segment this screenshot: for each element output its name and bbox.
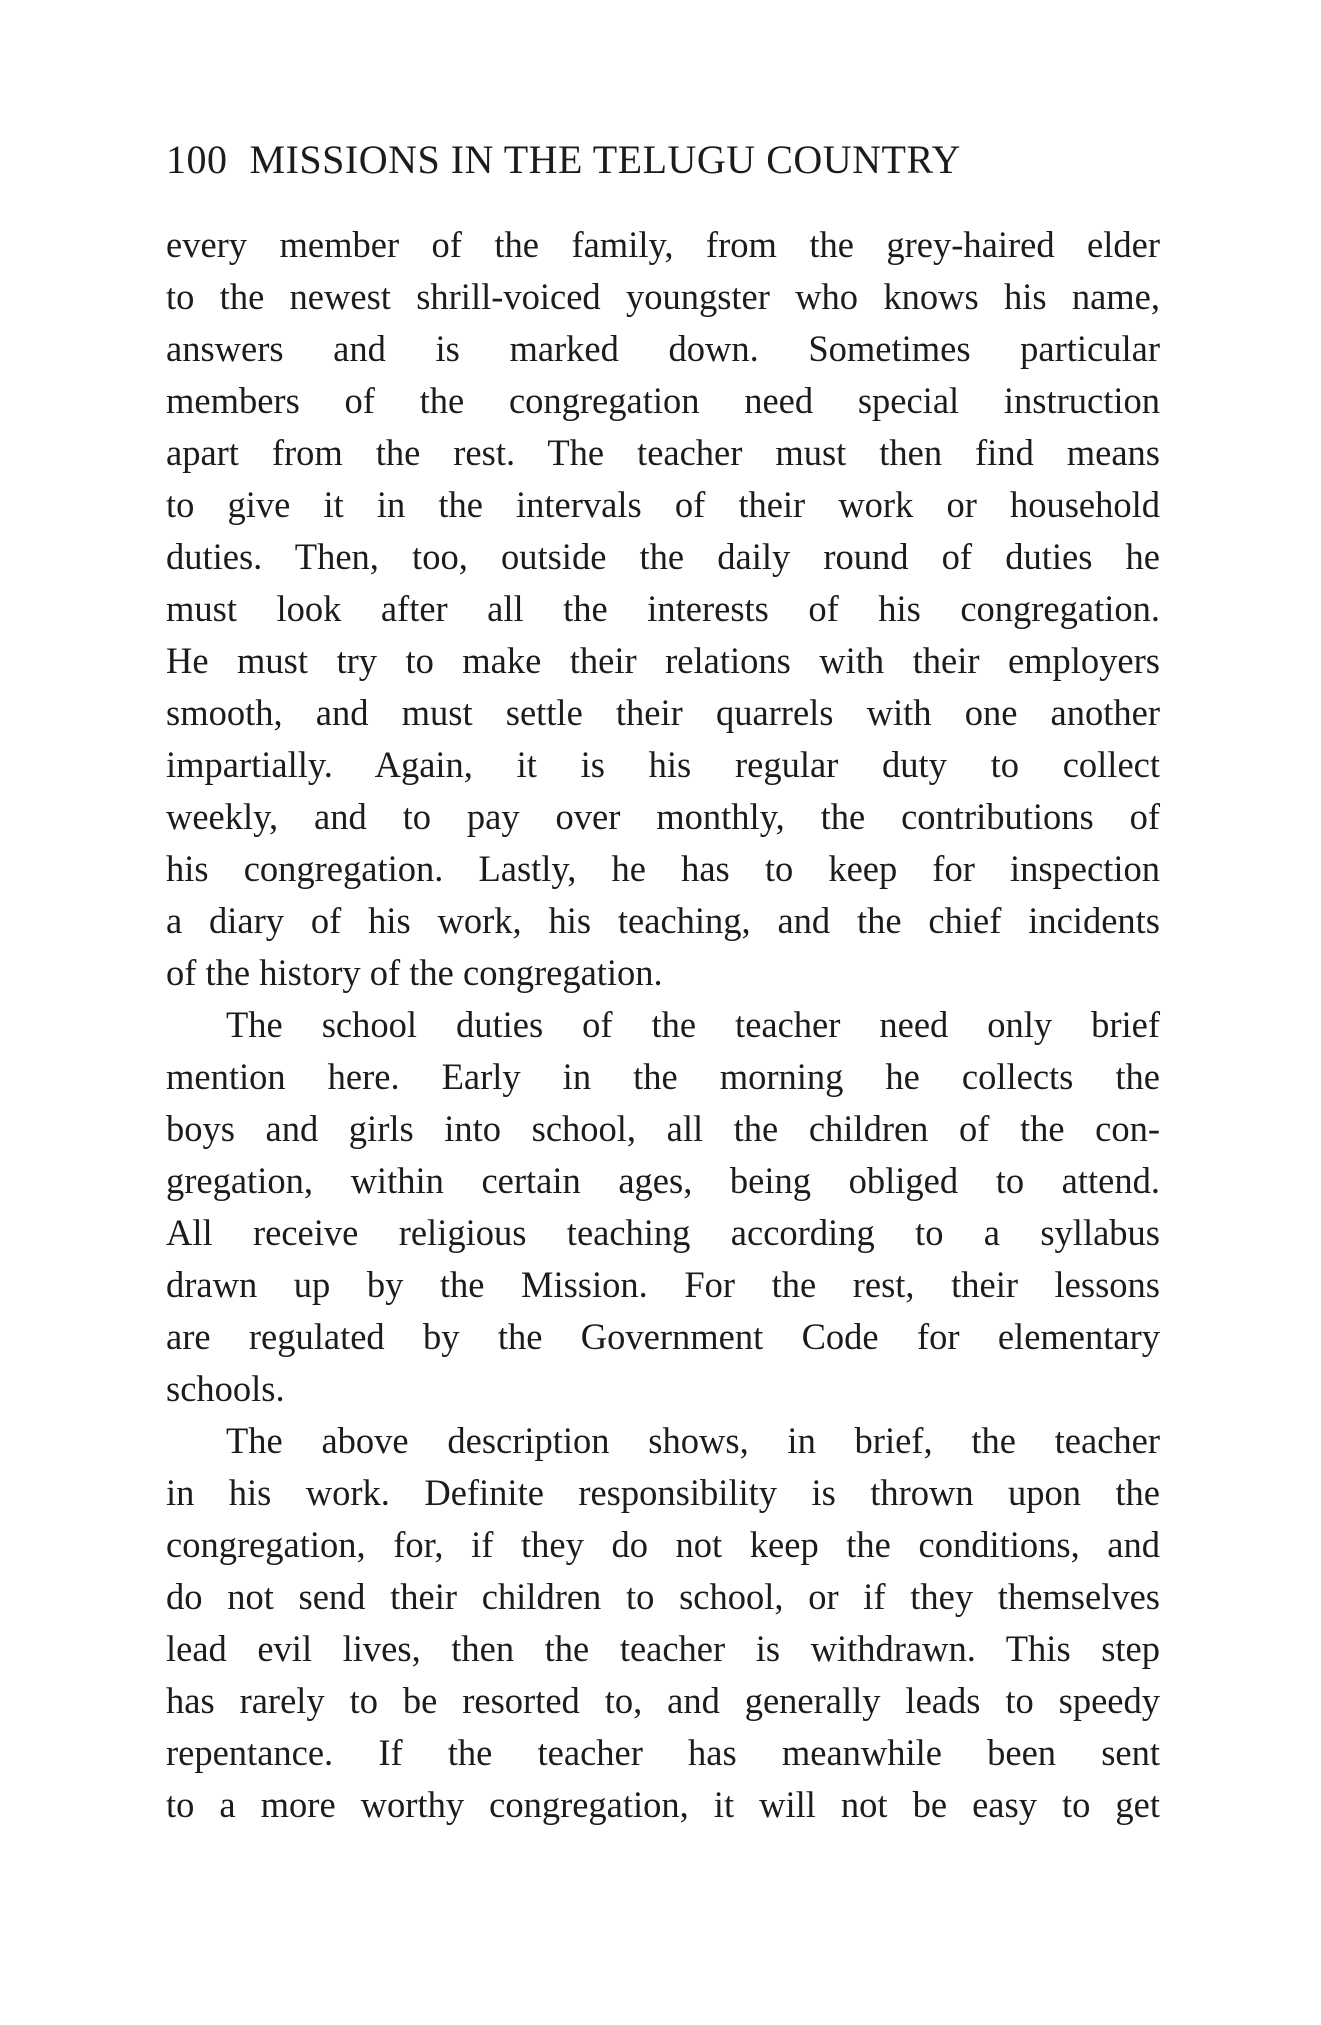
paragraph-1 — [166, 219, 1160, 999]
text-line: in his work. Definite responsibility is thrown upon the — [166, 1472, 1160, 1513]
body-text — [166, 219, 1160, 1831]
text-line: of the history of the congregation. — [166, 952, 663, 993]
running-title: MISSIONS IN THE TELUGU COUNTRY — [249, 137, 961, 182]
text-line: to a more worthy congregation, it will not be easy to get — [166, 1784, 1160, 1825]
text-line: The above description shows, in brief, the teacher — [226, 1420, 1160, 1461]
text-line: gregation, within certain ages, being obliged to attend. — [166, 1160, 1160, 1201]
text-line: his congregation. Lastly, he has to keep for inspection — [166, 848, 1160, 889]
paragraph-2 — [166, 999, 1160, 1415]
running-head — [166, 136, 1166, 184]
text-line: smooth, and must settle their quarrels with one another — [166, 692, 1160, 733]
text-line: to give it in the intervals of their work or household — [166, 484, 1160, 525]
text-line: do not send their children to school, or if they themselves — [166, 1576, 1160, 1617]
text-line: members of the congregation need special instruction — [166, 380, 1160, 421]
text-line: All receive religious teaching according to a syllabus — [166, 1212, 1160, 1253]
text-line: drawn up by the Mission. For the rest, their lessons — [166, 1264, 1160, 1305]
page-number: 100 — [166, 137, 228, 182]
text-line: answers and is marked down. Sometimes particular — [166, 328, 1160, 369]
text-line: to the newest shrill-voiced youngster who knows his name, — [166, 276, 1160, 317]
text-line: impartially. Again, it is his regular duty to collect — [166, 744, 1160, 785]
text-line: He must try to make their relations with their employers — [166, 640, 1160, 681]
paragraph-3 — [166, 1415, 1160, 1831]
text-line: has rarely to be resorted to, and generally leads to speedy — [166, 1680, 1160, 1721]
text-line: a diary of his work, his teaching, and the chief incidents — [166, 900, 1160, 941]
text-line: schools. — [166, 1368, 285, 1409]
text-line: apart from the rest. The teacher must then find means — [166, 432, 1160, 473]
text-line: The school duties of the teacher need only brief — [226, 1004, 1160, 1045]
text-line: lead evil lives, then the teacher is withdrawn. This step — [166, 1628, 1160, 1669]
text-line: every member of the family, from the grey-haired elder — [166, 224, 1160, 265]
text-line: boys and girls into school, all the children of the con- — [166, 1108, 1160, 1149]
text-line: congregation, for, if they do not keep the conditions, and — [166, 1524, 1160, 1565]
text-line: repentance. If the teacher has meanwhile been sent — [166, 1732, 1160, 1773]
text-line: duties. Then, too, outside the daily round of duties he — [166, 536, 1160, 577]
text-line: weekly, and to pay over monthly, the contributions of — [166, 796, 1160, 837]
text-line: must look after all the interests of his congregation. — [166, 588, 1160, 629]
text-line: mention here. Early in the morning he collects the — [166, 1056, 1160, 1097]
text-line: are regulated by the Government Code for elementary — [166, 1316, 1160, 1357]
